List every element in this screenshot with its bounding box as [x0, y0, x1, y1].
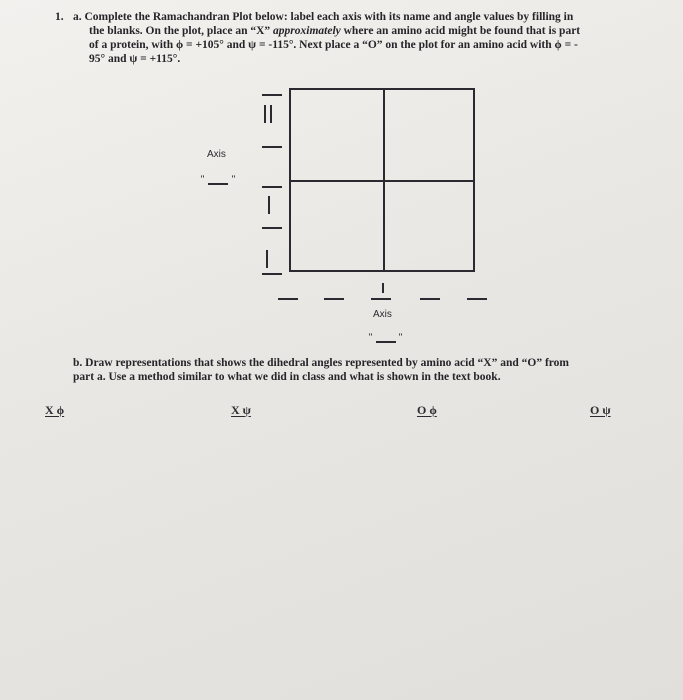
q1a-line-3: of a protein, with ϕ = +105° and ψ = -115°. Next place a “O” on the plot for an amino acid with ϕ = -	[89, 39, 578, 51]
x-axis-name-blank[interactable]	[376, 341, 396, 343]
x-phi-header: X ϕ	[45, 403, 65, 417]
x-psi-header: X ψ	[231, 403, 251, 417]
y-axis-label: Axis	[207, 149, 226, 160]
y-axis-quote-left: "	[200, 174, 205, 184]
q1b-line-2: part a. Use a method similar to what we did in class and what is shown in the text book.	[73, 371, 501, 383]
y-tick-blank[interactable]	[262, 227, 282, 229]
x-tick-blank[interactable]	[324, 298, 344, 300]
q1b-line-1: b. Draw representations that shows the dihedral angles represented by amino acid “X” and “O” from	[73, 357, 570, 369]
question-number: 1.	[55, 11, 64, 23]
x-axis-quote-right: "	[398, 332, 403, 342]
q1a-line-2	[73, 24, 645, 38]
q1a-emphasis: approximately	[273, 25, 341, 37]
y-tick-blank[interactable]	[262, 273, 282, 275]
question-1a	[55, 10, 645, 66]
y-tick-blank[interactable]	[262, 94, 282, 96]
y-tick-mark	[266, 250, 268, 268]
x-tick-mark	[382, 283, 384, 293]
y-tick-mark	[268, 196, 270, 214]
q1a-line-2-end: where an amino acid might be found that is part	[340, 25, 581, 37]
y-tick-blank[interactable]	[262, 186, 282, 188]
y-tick-mark	[264, 105, 266, 123]
q1a-line-1: a. Complete the Ramachandran Plot below: label each axis with its name and angle values by filling in	[73, 11, 574, 23]
o-psi-header: O ψ	[590, 403, 611, 417]
y-axis-name-blank[interactable]	[208, 183, 228, 185]
x-tick-blank[interactable]	[371, 298, 391, 300]
question-1b	[73, 356, 643, 384]
q1a-line-4: 95° and ψ = +115°.	[89, 53, 181, 65]
y-tick-mark	[270, 105, 272, 123]
q1a-line-2-start: the blanks. On the plot, place an “X”	[89, 25, 274, 37]
y-tick-blank[interactable]	[262, 146, 282, 148]
grid-horizontal-divider	[291, 180, 473, 182]
o-phi-header: O ϕ	[417, 403, 437, 417]
x-tick-blank[interactable]	[467, 298, 487, 300]
ramachandran-plot-grid[interactable]	[289, 88, 475, 272]
x-tick-blank[interactable]	[278, 298, 298, 300]
x-axis-quote-left: "	[368, 332, 373, 342]
y-axis-quote-right: "	[231, 174, 236, 184]
x-tick-blank[interactable]	[420, 298, 440, 300]
x-axis-label: Axis	[373, 309, 392, 320]
